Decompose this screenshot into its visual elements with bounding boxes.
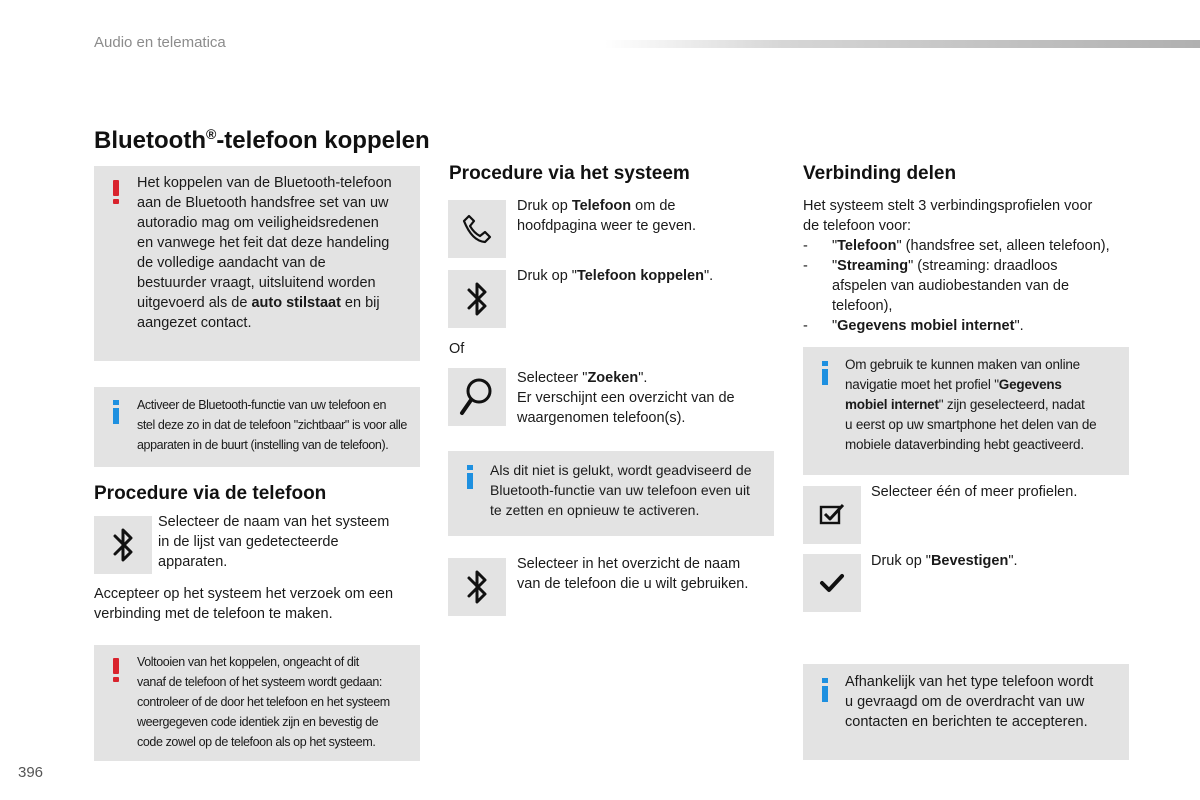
step-select-system-name: Selecteer de naam van het systeem in de lijst van gedetecteerde apparaten. bbox=[158, 514, 390, 570]
info-icon bbox=[113, 400, 119, 424]
bluetooth-icon bbox=[465, 568, 489, 606]
info-box-contacts bbox=[803, 664, 1129, 760]
step-press-pair-phone: Druk op "Telefoon koppelen". bbox=[517, 268, 714, 284]
header-gradient-bar bbox=[605, 40, 1200, 48]
profiles-intro: Het systeem stelt 3 verbindingsprofielen voor de telefoon voor: - "Telefoon" (handsfree set, alleen telefoon), - "Streaming" (streaming: draadloos afspelen van audiobestanden van de telefoon), - "Gegevens mobiel internet". bbox=[803, 196, 1143, 336]
warning-box-safety bbox=[94, 166, 420, 361]
info-text: Afhankelijk van het type telefoon wordt u gevraagd om de overdracht van uw contacten en berichten te accepteren. bbox=[845, 674, 1094, 730]
phone-icon-box bbox=[448, 200, 506, 258]
info-icon bbox=[822, 361, 828, 385]
warning-text: Voltooien van het koppelen, ongeacht of dit vanaf de telefoon of het systeem wordt gedaan: controleer of de door het telefoon en het systeem weergegeven code identiek zijn en bevestig de code zowel op de telefoon als op het systeem. bbox=[137, 655, 390, 749]
warning-icon bbox=[113, 658, 119, 682]
warning-box-code bbox=[94, 645, 420, 761]
check-icon-box bbox=[803, 554, 861, 612]
checkbox-icon-box bbox=[803, 486, 861, 544]
step-press-confirm: Druk op "Bevestigen". bbox=[871, 553, 1018, 569]
heading-share-connection: Verbinding delen bbox=[803, 163, 957, 184]
accept-request-text: Accepteer op het systeem het verzoek om een verbinding met de telefoon te maken. bbox=[94, 586, 394, 622]
info-box-mobile-internet bbox=[803, 347, 1129, 475]
bluetooth-icon-box bbox=[448, 270, 506, 328]
warning-icon bbox=[113, 180, 119, 204]
phone-icon bbox=[460, 212, 494, 246]
profile-list bbox=[803, 236, 1143, 336]
heading-procedure-phone: Procedure via de telefoon bbox=[94, 483, 327, 504]
section-header: Audio en telematica bbox=[94, 34, 226, 51]
checkbox-icon bbox=[818, 502, 846, 528]
page-number: 396 bbox=[18, 764, 44, 781]
step-select-phone-name: Selecteer in het overzicht de naam van de telefoon die u wilt gebruiken. bbox=[517, 556, 749, 592]
search-icon bbox=[457, 375, 497, 419]
check-icon bbox=[819, 572, 845, 594]
search-icon-box bbox=[448, 368, 506, 426]
bluetooth-icon bbox=[111, 526, 135, 564]
info-text: Als dit niet is gelukt, wordt geadviseerd de Bluetooth-functie van uw telefoon even uit te zetten en opnieuw te activeren. bbox=[490, 462, 752, 518]
list-item: - "Telefoon" (handsfree set, alleen telefoon), bbox=[803, 236, 1143, 256]
heading-procedure-system: Procedure via het systeem bbox=[449, 163, 690, 184]
step-press-phone: Druk op Telefoon om de hoofdpagina weer te geven. bbox=[517, 198, 696, 234]
bluetooth-icon-box bbox=[94, 516, 152, 574]
info-box-retry bbox=[448, 451, 774, 536]
page-title: Bluetooth®-telefoon koppelen bbox=[94, 126, 430, 154]
list-item: - "Streaming" (streaming: draadloos afspelen van audiobestanden van de telefoon), bbox=[803, 256, 1143, 316]
info-box-activate-bluetooth bbox=[94, 387, 420, 467]
warning-text: Het koppelen van de Bluetooth-telefoon aan de Bluetooth handsfree set van uw autoradio mag om veiligheidsredenen en vanwege het feit dat deze handeling de volledige aandacht van de bestuurder vraagt, uitsluitend worden uitgevoerd als de auto stilstaat en bij aangezet contact. bbox=[137, 175, 392, 331]
info-icon bbox=[467, 465, 473, 489]
step-select-profiles: Selecteer één of meer profielen. bbox=[871, 484, 1078, 500]
info-text: Om gebruik te kunnen maken van online navigatie moet het profiel "Gegevens mobiel internet" zijn geselecteerd, nadat u eerst op uw smartphone het delen van de mobiele dataverbinding hebt geactiveerd. bbox=[845, 357, 1097, 452]
list-item: - "Gegevens mobiel internet". bbox=[803, 316, 1143, 336]
bluetooth-icon-box bbox=[448, 558, 506, 616]
info-text: Activeer de Bluetooth-functie van uw telefoon en stel deze zo in dat de telefoon "zichtbaar" is voor alle apparaten in de buurt (instelling van de telefoon). bbox=[137, 398, 407, 452]
bluetooth-icon bbox=[465, 280, 489, 318]
step-select-search: Selecteer "Zoeken". Er verschijnt een overzicht van de waargenomen telefoon(s). bbox=[517, 370, 735, 426]
info-icon bbox=[822, 678, 828, 702]
or-label: Of bbox=[449, 341, 465, 357]
